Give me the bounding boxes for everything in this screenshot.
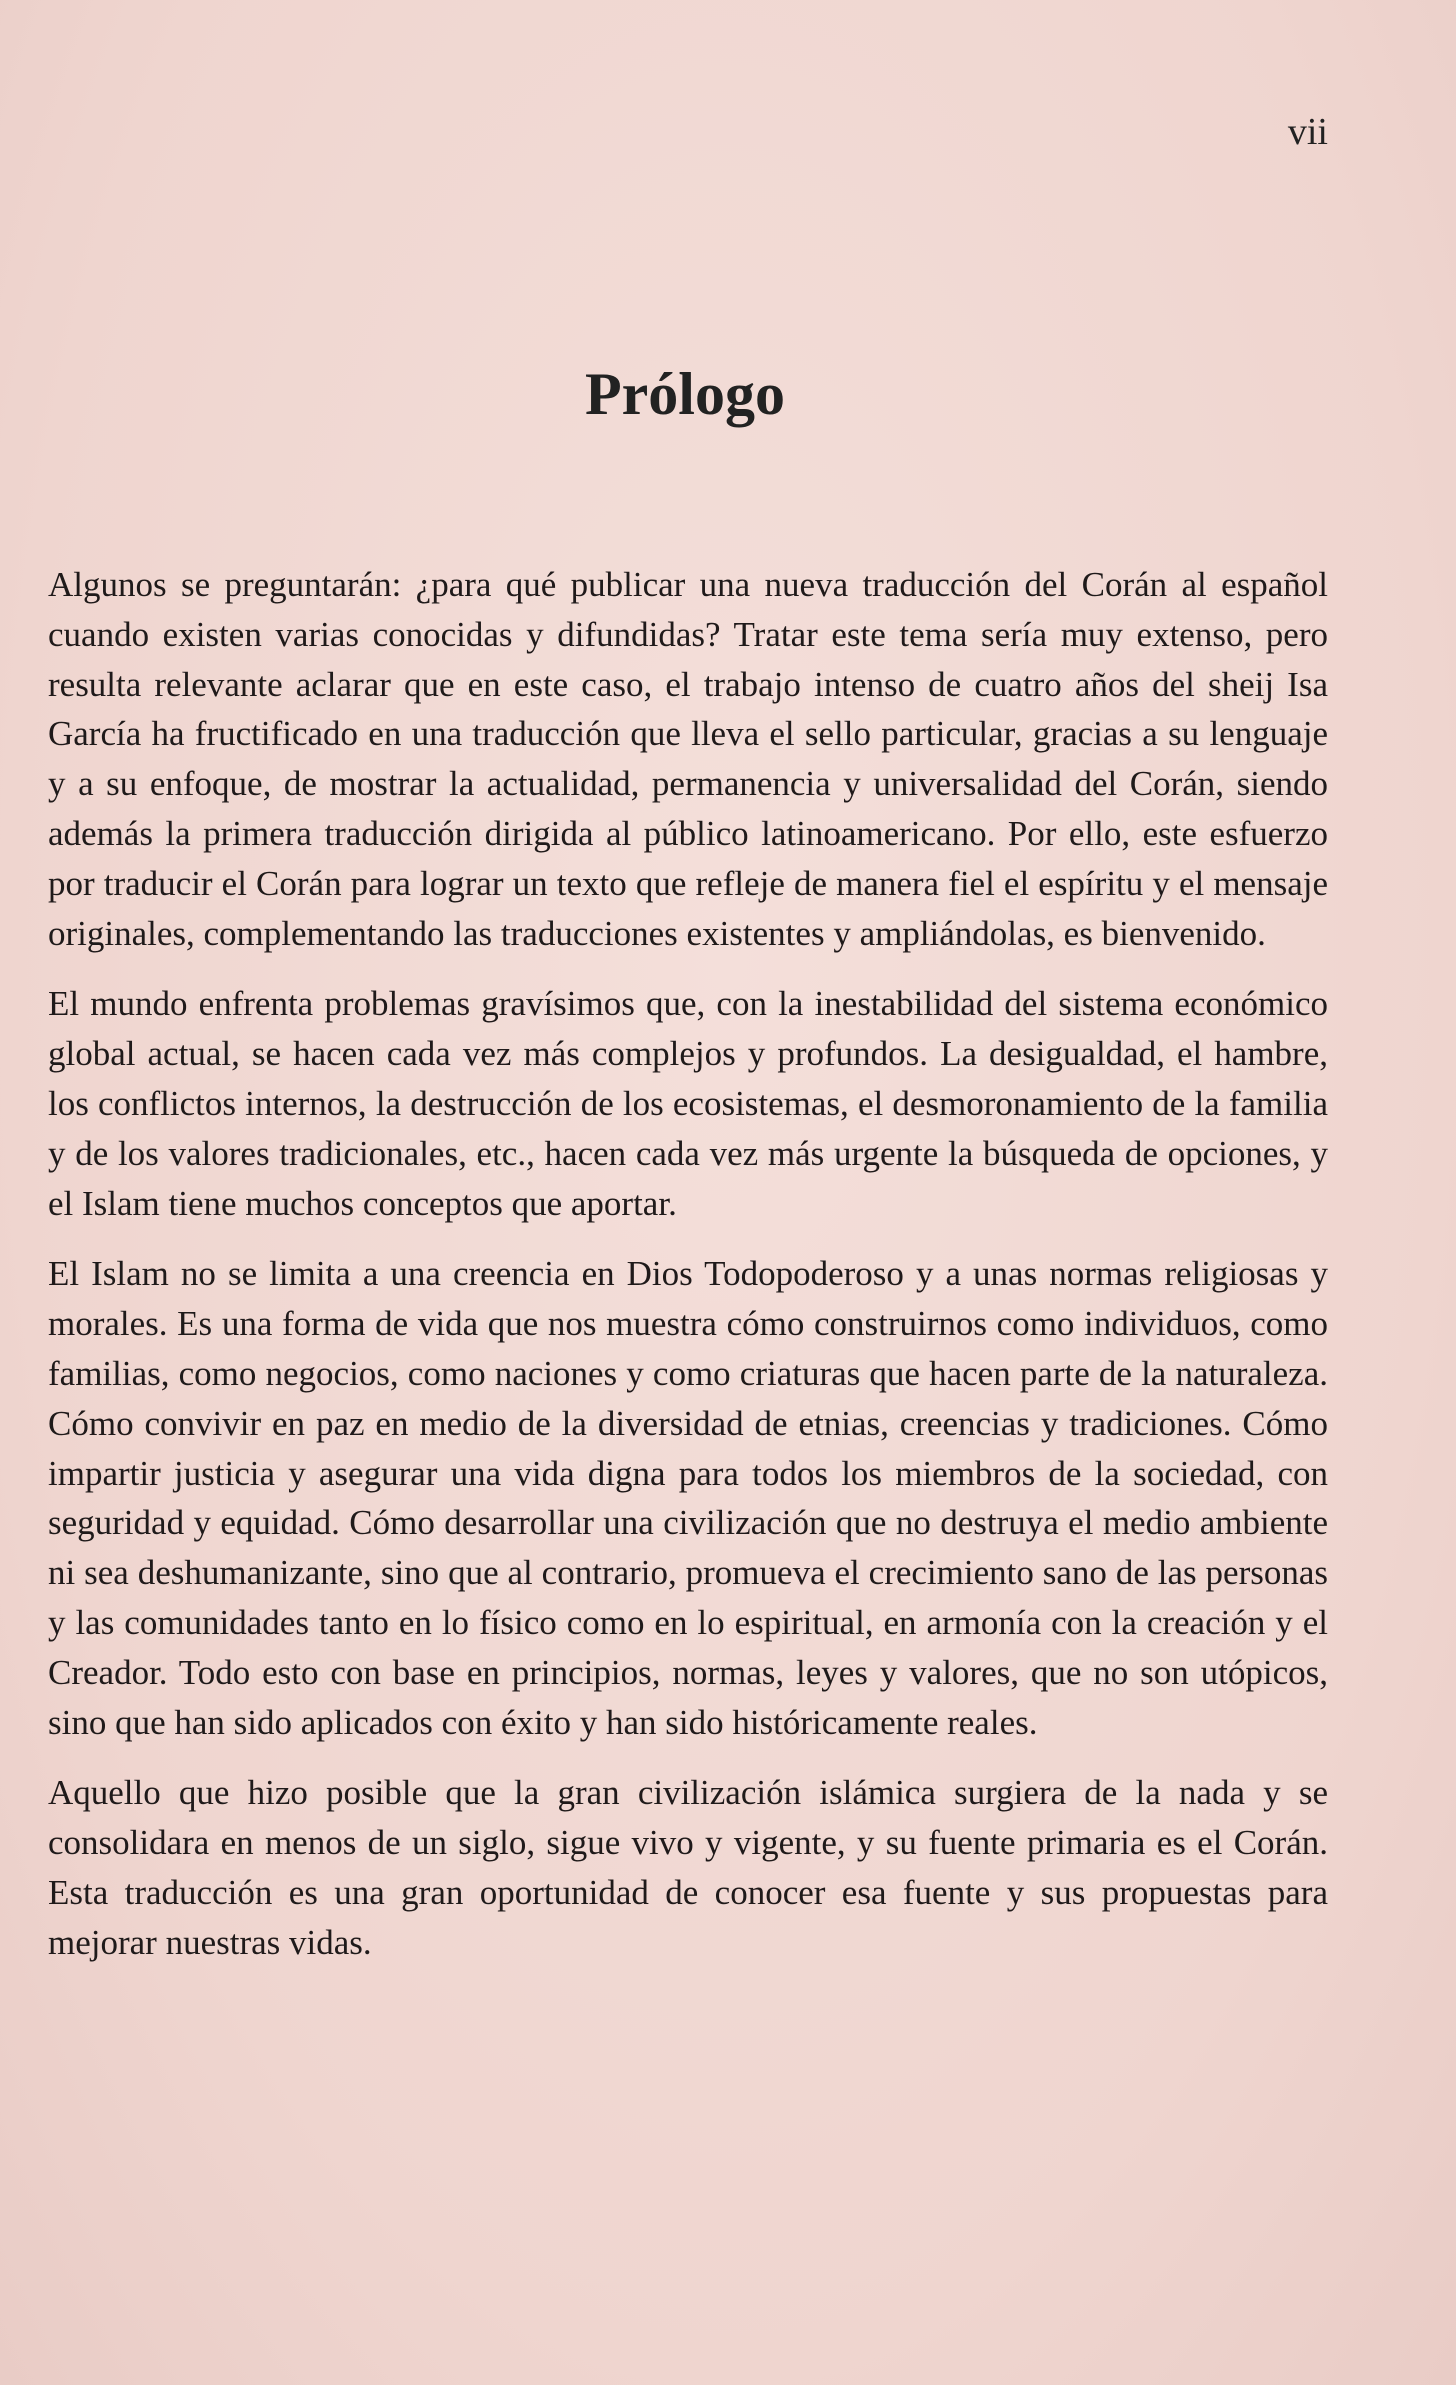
page-title: Prólogo [585, 361, 785, 427]
paragraph: El Islam no se limita a una creencia en Dios Todopoderoso y a unas normas religiosas y morales. Es una forma de vida que nos muestra cómo construirnos como individuos, como familias, como negocios, como naciones y como criaturas que hacen parte de la naturaleza. Cómo convivir en paz en medio de la diversidad de etnias, creencias y tradiciones. Cómo impartir justicia y asegurar una vida digna para todos los miembros de la sociedad, con seguridad y equidad. Cómo desarrollar una civilización que no destruya el medio ambiente ni sea deshumanizante, sino que al contrario, promueva el crecimiento sano de las personas y las comunidades tanto en lo físico como en lo espiritual, en armonía con la creación y el Creador. Todo esto con base en principios, normas, leyes y valores, que no son utópicos, sino que han sido aplicados con éxito y han sido históricamente reales. [48, 1254, 1328, 1742]
body-text [48, 560, 1328, 1989]
paragraph: Aquello que hizo posible que la gran civilización islámica surgiera de la nada y se consolidara en menos de un siglo, sigue vivo y vigente, y su fuente primaria es el Corán. Esta traducción es una gran oportunidad de conocer esa fuente y sus propuestas para mejorar nuestras vidas. [48, 1773, 1328, 1962]
paragraph: Algunos se preguntarán: ¿para qué publicar una nueva traducción del Corán al español cuando existen varias conocidas y difundidas? Tratar este tema sería muy extenso, pero resulta relevante aclarar que en este caso, el trabajo intenso de cuatro años del sheij Isa García ha fructificado en una traducción que lleva el sello particular, gracias a su lenguaje y a su enfoque, de mostrar la actualidad, permanencia y universalidad del Corán, siendo además la primera traducción dirigida al público latinoamericano. Por ello, este esfuerzo por traducir el Corán para lograr un texto que refleje de manera fiel el espíritu y el mensaje originales, complementando las traducciones existentes y ampliándolas, es bienvenido. [48, 565, 1328, 953]
page-number: vii [1287, 111, 1328, 153]
paragraph: El mundo enfrenta problemas gravísimos que, con la inestabilidad del sistema económico global actual, se hacen cada vez más complejos y profundos. La desigualdad, el hambre, los conflictos internos, la destrucción de los ecosistemas, el desmoronamiento de la familia y de los valores tradicionales, etc., hacen cada vez más urgente la búsqueda de opciones, y el Islam tiene muchos conceptos que aportar. [48, 984, 1328, 1223]
